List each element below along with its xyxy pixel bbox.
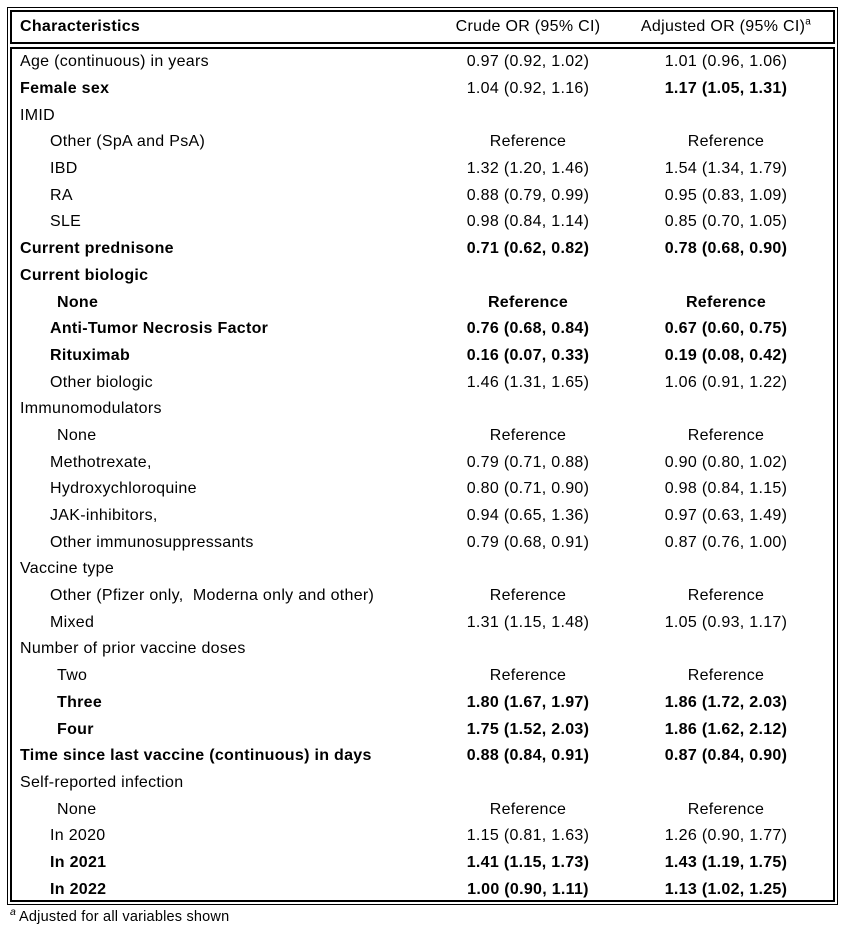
characteristic-label: None [57,293,99,311]
crude-or-value: 0.97 (0.92, 1.02) [466,53,590,71]
characteristic-label: Current prednisone [20,240,174,258]
table-row [12,49,833,76]
adjusted-or-value: 1.43 (1.19, 1.75) [664,853,788,871]
adjusted-or-value: Reference [685,293,767,311]
table-row [12,796,833,823]
characteristic-label: Rituximab [50,346,131,364]
adjusted-or-value: 0.98 (0.84, 1.15) [664,480,788,498]
characteristic-label: IMID [20,106,55,124]
crude-or-value: 0.79 (0.71, 0.88) [466,453,590,471]
crude-or-value: 1.00 (0.90, 1.11) [467,880,589,898]
table-row [12,503,833,530]
footnote-marker-superscript: a [805,16,812,28]
adjusted-or-value: Reference [687,667,765,685]
crude-or-value: 0.71 (0.62, 0.82) [466,240,590,258]
crude-or-value: 0.98 (0.84, 1.14) [466,213,590,231]
characteristic-label: Hydroxychloroquine [50,480,197,498]
crude-or-value: 0.16 (0.07, 0.33) [466,346,590,364]
table-row [12,636,833,663]
table-row [12,823,833,850]
characteristic-label: Other (Pfizer only, Moderna only and other) [50,587,375,605]
table-row [12,850,833,877]
characteristic-label: Anti-Tumor Necrosis Factor [50,320,269,338]
table-row [12,209,833,236]
characteristic-label: Female sex [20,80,110,98]
adjusted-or-value: 0.85 (0.70, 1.05) [664,213,788,231]
crude-or-value: 1.75 (1.52, 2.03) [466,720,590,738]
crude-or-value: Reference [489,667,567,685]
characteristic-label: Two [57,667,88,685]
adjusted-or-value: 0.87 (0.84, 0.90) [664,747,788,765]
crude-or-value: 1.80 (1.67, 1.97) [466,693,590,711]
footnote-text: Adjusted for all variables shown [19,909,230,925]
crude-or-value: 1.15 (0.81, 1.63) [466,827,590,845]
characteristic-label: In 2022 [50,880,107,898]
table-header-row [12,12,833,42]
characteristic-label: Mixed [50,613,95,631]
crude-or-value: Reference [489,426,567,444]
adjusted-or-value: 0.19 (0.08, 0.42) [664,346,788,364]
footnote-marker: a [10,906,17,919]
crude-or-value: 1.04 (0.92, 1.16) [466,80,590,98]
characteristic-label: Four [57,720,94,738]
crude-or-value: Reference [487,293,569,311]
characteristic-label: SLE [50,213,82,231]
characteristic-label: In 2021 [50,853,107,871]
characteristic-label: Age (continuous) in years [20,53,209,71]
table-row [12,556,833,583]
crude-or-value: 1.41 (1.15, 1.73) [466,853,590,871]
characteristic-label: Immunomodulators [20,400,162,418]
adjusted-or-value: 1.13 (1.02, 1.25) [664,880,788,898]
table-row [12,236,833,263]
table-row [12,609,833,636]
characteristic-label: Self-reported infection [20,773,184,791]
table-row [12,743,833,770]
column-header-crude-or: Crude OR (95% CI) [455,18,601,35]
adjusted-or-value: 0.97 (0.63, 1.49) [664,507,788,525]
table-row [12,876,833,902]
adjusted-or-value: Reference [687,133,765,151]
adjusted-or-value: 0.78 (0.68, 0.90) [664,240,788,258]
characteristic-label: In 2020 [50,827,106,845]
table-row [12,770,833,797]
adjusted-or-value: 0.87 (0.76, 1.00) [664,533,788,551]
adjusted-or-value: 0.67 (0.60, 0.75) [664,320,788,338]
crude-or-value: 0.80 (0.71, 0.90) [466,480,590,498]
crude-or-value: Reference [489,133,567,151]
crude-or-value: 1.32 (1.20, 1.46) [466,160,590,178]
table-row [12,316,833,343]
adjusted-or-value: 1.17 (1.05, 1.31) [664,80,788,98]
crude-or-value: 0.79 (0.68, 0.91) [466,533,590,551]
table-row [12,690,833,717]
adjusted-or-value: 0.95 (0.83, 1.09) [664,186,788,204]
crude-or-value: 1.31 (1.15, 1.48) [466,613,590,631]
table-row [12,449,833,476]
table-row [12,102,833,129]
table-row [12,583,833,610]
characteristic-label: Number of prior vaccine doses [20,640,246,658]
characteristic-label: RA [50,186,73,204]
table-body [10,47,835,902]
characteristic-label: Vaccine type [20,560,115,578]
adjusted-or-value: 1.54 (1.34, 1.79) [664,160,788,178]
characteristic-label: Other biologic [50,373,153,391]
column-header-characteristics: Characteristics [20,18,141,35]
adjusted-or-value: 1.86 (1.72, 2.03) [664,693,788,711]
adjusted-or-value: 1.06 (0.91, 1.22) [664,373,788,391]
table-row [12,396,833,423]
table-row [12,263,833,290]
table-row [12,289,833,316]
characteristic-label: Other immunosuppressants [50,533,254,551]
crude-or-value: 0.88 (0.79, 0.99) [466,186,590,204]
adjusted-or-value: 1.86 (1.62, 2.12) [664,720,788,738]
adjusted-or-value: 0.90 (0.80, 1.02) [664,453,788,471]
characteristic-label: Three [57,693,103,711]
characteristic-label: JAK-inhibitors, [50,507,158,525]
table-row [12,476,833,503]
crude-or-value: Reference [489,587,567,605]
adjusted-or-value: Reference [687,426,765,444]
table-row [12,343,833,370]
adjusted-or-value: Reference [687,587,765,605]
characteristic-label: None [57,800,97,818]
table-row [12,529,833,556]
crude-or-value: 0.76 (0.68, 0.84) [466,320,590,338]
crude-or-value: 1.46 (1.31, 1.65) [466,373,590,391]
table-row [12,663,833,690]
table-row [12,129,833,156]
table-row [12,369,833,396]
table-row [12,423,833,450]
characteristic-label: Current biologic [20,266,149,284]
table-header-box [10,10,835,44]
crude-or-value: 0.94 (0.65, 1.36) [466,507,590,525]
characteristic-label: None [57,426,97,444]
table-row [12,716,833,743]
adjusted-or-value: 1.01 (0.96, 1.06) [664,53,788,71]
crude-or-value: 0.88 (0.84, 0.91) [466,747,590,765]
table-row [12,76,833,103]
characteristic-label: IBD [50,160,78,178]
adjusted-or-value: Reference [687,800,765,818]
characteristic-label: Other (SpA and PsA) [50,133,206,151]
characteristic-label: Methotrexate, [50,453,152,471]
adjusted-or-value: 1.26 (0.90, 1.77) [664,827,788,845]
column-header-adjusted-or-text: Adjusted OR (95% CI) [640,18,806,35]
table-row [12,156,833,183]
column-header-adjusted-or [619,18,833,36]
crude-or-value: Reference [489,800,567,818]
results-table [7,7,838,905]
table-row [12,182,833,209]
adjusted-or-value: 1.05 (0.93, 1.17) [664,613,788,631]
characteristic-label: Time since last vaccine (continuous) in days [20,747,372,765]
table-footnote [10,906,230,925]
